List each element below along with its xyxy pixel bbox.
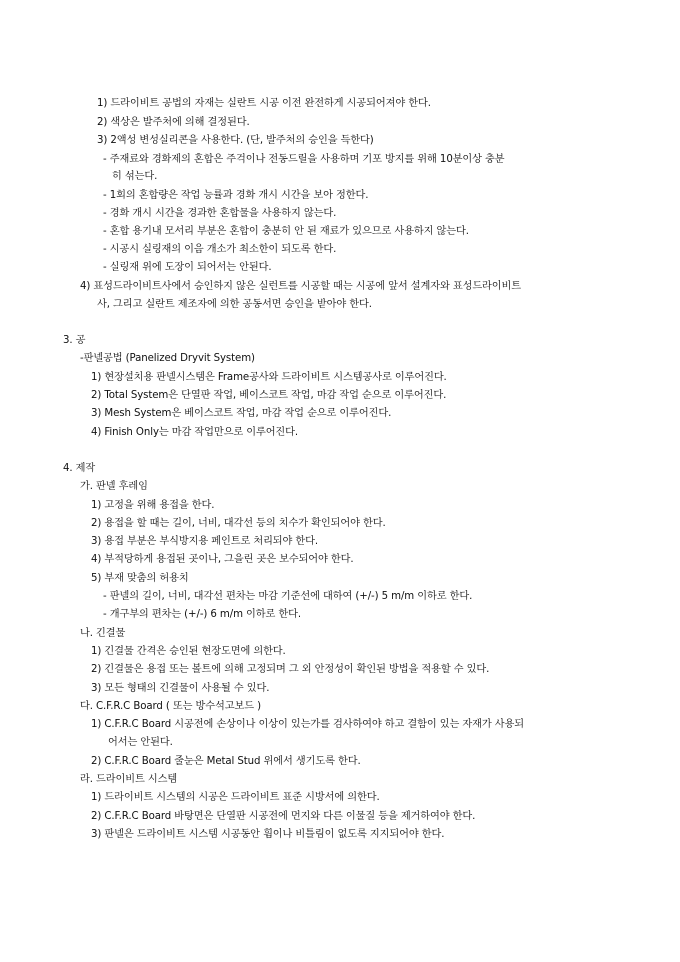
text-line: 2) C.F.R.C Board 줄눈은 Metal Stud 위에서 생기도록 한다.: [91, 756, 361, 767]
text-line: -판넬공법 (Panelized Dryvit System): [80, 353, 255, 364]
subsection-heading: 가. 판넬 후레임: [80, 481, 148, 492]
text-line: 4) 표성드라이비트사에서 승인하지 않은 실런트를 시공할 때는 시공에 앞서 설계자와 표성드라이비트: [80, 281, 522, 292]
text-line: 2) C.F.R.C Board 바탕면은 단열판 시공전에 먼지와 다른 이물질 등을 제거하여야 한다.: [91, 811, 476, 822]
text-line: - 시공시 실링재의 이음 개소가 최소한이 되도록 한다.: [103, 244, 337, 255]
text-line: - 개구부의 편차는 (+/-) 6 m/m 이하로 한다.: [103, 609, 302, 620]
text-line: 1) 긴결물 간격은 승인된 현장도면에 의한다.: [91, 646, 286, 657]
text-line: 1) 드라이비트 시스템의 시공은 드라이비트 표준 시방서에 의한다.: [91, 792, 380, 803]
text-line: 1) 현장설치용 판넬시스템은 Frame공사와 드라이비트 시스템공사로 이루어진다.: [91, 372, 447, 383]
text-line: - 1회의 혼합량은 작업 능률과 경화 개시 시간을 보아 정한다.: [103, 190, 369, 201]
text-line: 5) 부재 맞춤의 허용치: [91, 573, 189, 584]
text-line: 4) 부적당하게 용접된 곳이나, 그을린 곳은 보수되어야 한다.: [91, 554, 354, 565]
text-line: 3) 용접 부분은 부식방지용 페인트로 처리되야 한다.: [91, 536, 319, 547]
text-line: 3) Mesh System은 베이스코트 작업, 마감 작업 순으로 이루어진다.: [91, 408, 392, 419]
subsection-heading: 나. 긴결물: [80, 628, 126, 639]
text-line: 사, 그리고 실란트 제조자에 의한 공동서면 승인을 받아야 한다.: [97, 299, 372, 310]
text-line: - 경화 개시 시간을 경과한 혼합물을 사용하지 않는다.: [103, 208, 337, 219]
text-line: 2) 용접을 할 때는 길이, 너비, 대각선 등의 치수가 확인되어야 한다.: [91, 518, 386, 529]
text-line: 1) C.F.R.C Board 시공전에 손상이나 이상이 있는가를 검사하여야 하고 결함이 있는 자재가 사용되: [91, 719, 524, 730]
text-line: - 판넬의 길이, 너비, 대각선 편차는 마감 기준선에 대하여 (+/-) 5 m/m 이하로 한다.: [103, 591, 473, 602]
text-line: - 주재료와 경화제의 혼합은 주걱이나 전동드릴을 사용하며 기포 방지를 위해 10분이상 충분: [103, 154, 505, 165]
text-line: - 실링재 위에 도장이 되어서는 안된다.: [103, 262, 272, 273]
text-line: 1) 고정을 위해 용접을 한다.: [91, 500, 215, 511]
subsection-heading: 라. 드라이비트 시스템: [80, 774, 178, 785]
text-line: 3) 판넬은 드라이비트 시스템 시공동안 휨이나 비틀림이 없도록 지지되어야 한다.: [91, 829, 445, 840]
text-line: 히 섞는다.: [112, 171, 158, 182]
section-heading: 3. 공: [63, 335, 86, 346]
text-line: 2) Total System은 단열판 작업, 베이스코트 작업, 마감 작업 순으로 이루어진다.: [91, 390, 447, 401]
subsection-heading: 다. C.F.R.C Board ( 또는 방수석고보드 ): [80, 701, 262, 712]
text-line: 2) 색상은 발주처에 의해 결정된다.: [97, 117, 250, 128]
text-line: 2) 긴결물은 용접 또는 볼트에 의해 고정되며 그 외 안정성이 확인된 방법을 적용할 수 있다.: [91, 664, 490, 675]
text-line: 3) 모든 형태의 긴결물이 사용될 수 있다.: [91, 683, 270, 694]
text-line: 어서는 안된다.: [108, 737, 173, 748]
section-heading: 4. 제작: [63, 463, 96, 474]
text-line: - 혼합 용기내 모서리 부분은 혼합이 충분히 안 된 재료가 있으므로 사용하지 않는다.: [103, 226, 469, 237]
text-line: 1) 드라이비트 공법의 자재는 실란트 시공 이전 완전하게 시공되어져야 한다.: [97, 98, 431, 109]
text-line: 4) Finish Only는 마감 작업만으로 이루어진다.: [91, 427, 299, 438]
text-line: 3) 2액성 변성실리콘을 사용한다. (단, 발주처의 승인을 득한다): [97, 135, 374, 146]
